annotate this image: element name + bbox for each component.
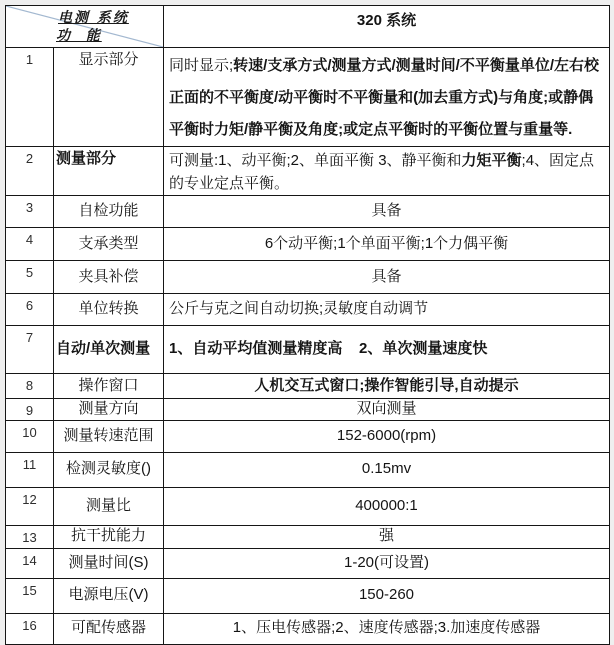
row-number: 14: [6, 548, 54, 578]
value-segment: 152-6000(rpm): [336, 426, 437, 444]
corner-label-system: 电测 系统: [58, 10, 129, 26]
row-label: 测量方向: [54, 399, 164, 421]
value-segment: 强: [378, 527, 394, 545]
value-segment: 400000:1: [355, 496, 418, 514]
row-label: 显示部分: [54, 48, 164, 147]
value-segment: 具备: [371, 267, 402, 285]
table-row: [6, 147, 610, 196]
table-row: [6, 452, 610, 487]
row-label: 自检功能: [54, 196, 164, 228]
row-label: 支承类型: [54, 228, 164, 261]
value-segment: 公斤与克之间自动切换;灵敏度自动调节: [169, 300, 429, 318]
system-column-header: 320 系统: [164, 6, 610, 48]
row-value: [164, 48, 610, 147]
row-number: 9: [6, 399, 54, 421]
row-label: 自动/单次测量: [54, 326, 164, 374]
value-segment: 1、自动平均值测量精度高 2、单次测量速度快: [169, 340, 488, 358]
table-row: [6, 613, 610, 644]
value-segment: 双向测量: [356, 400, 417, 418]
value-segment: 1、压电传感器;2、速度传感器;3.加速度传感器: [232, 619, 541, 637]
row-number: 13: [6, 525, 54, 548]
row-label: 测量比: [54, 487, 164, 525]
row-value: [164, 261, 610, 294]
value-segment: 150-260: [358, 586, 415, 604]
row-value: [164, 294, 610, 326]
row-label: 测量时间(S): [54, 548, 164, 578]
table-row: [6, 261, 610, 294]
row-number: 8: [6, 374, 54, 399]
value-segment: 可测量:1、动平衡;2、单面平衡 3、静平衡和: [169, 152, 462, 169]
table-row: [6, 578, 610, 613]
table-row: [6, 399, 610, 421]
row-value: [164, 399, 610, 421]
value-segment: 0.15mv: [361, 460, 412, 478]
table-row: [6, 374, 610, 399]
table-row: [6, 196, 610, 228]
row-number: 4: [6, 228, 54, 261]
row-number: 2: [6, 147, 54, 196]
row-label: 电源电压(V): [54, 578, 164, 613]
table-row: [6, 525, 610, 548]
row-label: 单位转换: [54, 294, 164, 326]
table-row: [6, 420, 610, 452]
row-number: 5: [6, 261, 54, 294]
row-value: [164, 147, 610, 196]
row-number: 7: [6, 326, 54, 374]
row-label: 可配传感器: [54, 613, 164, 644]
row-value: [164, 452, 610, 487]
table-row: [6, 48, 610, 147]
row-label: 抗干扰能力: [54, 525, 164, 548]
value-segment: 6个动平衡;1个单面平衡;1个力偶平衡: [264, 234, 509, 252]
table-row: [6, 228, 610, 261]
row-number: 15: [6, 578, 54, 613]
value-segment: 同时显示;: [169, 57, 234, 74]
spec-sheet: [5, 5, 609, 645]
table-row: [6, 326, 610, 374]
row-value: [164, 613, 610, 644]
row-value: [164, 420, 610, 452]
row-label: 测量部分: [54, 147, 164, 196]
value-segment: 力矩平衡: [461, 152, 522, 169]
value-segment: 人机交互式窗口;操作智能引导,自动提示: [254, 376, 519, 394]
row-number: 12: [6, 487, 54, 525]
row-value: [164, 374, 610, 399]
row-value: [164, 326, 610, 374]
table-row: [6, 548, 610, 578]
row-value: [164, 487, 610, 525]
row-value: [164, 228, 610, 261]
row-number: 6: [6, 294, 54, 326]
table-row: [6, 294, 610, 326]
row-value: [164, 578, 610, 613]
row-label: 检测灵敏度(): [54, 452, 164, 487]
row-value: [164, 196, 610, 228]
value-segment: ;4、固定点的专业定点平衡。: [169, 152, 595, 192]
value-segment: 1-20(可设置): [343, 553, 429, 571]
spec-table-body: [6, 6, 610, 645]
row-value: [164, 548, 610, 578]
row-label: 夹具补偿: [54, 261, 164, 294]
row-label: 测量转速范围: [54, 420, 164, 452]
row-number: 1: [6, 48, 54, 147]
value-segment: 具备: [371, 202, 402, 220]
corner-header-cell: [6, 6, 164, 48]
spec-table: [5, 5, 610, 645]
row-number: 11: [6, 452, 54, 487]
row-number: 3: [6, 196, 54, 228]
header-row: [6, 6, 610, 48]
row-label: 操作窗口: [54, 374, 164, 399]
value-segment: 转速/支承方式/测量方式/测量时间/不平衡量单位/左右校正面的不平衡度/动平衡时不平衡量和(加去重方式)与角度;或静偶平衡时力矩/静平衡及角度;或定点平衡时的平衡位置与重量等.: [169, 57, 600, 138]
table-row: [6, 487, 610, 525]
row-number: 10: [6, 420, 54, 452]
row-value: [164, 525, 610, 548]
row-number: 16: [6, 613, 54, 644]
corner-label-function: 功 能: [56, 28, 102, 44]
